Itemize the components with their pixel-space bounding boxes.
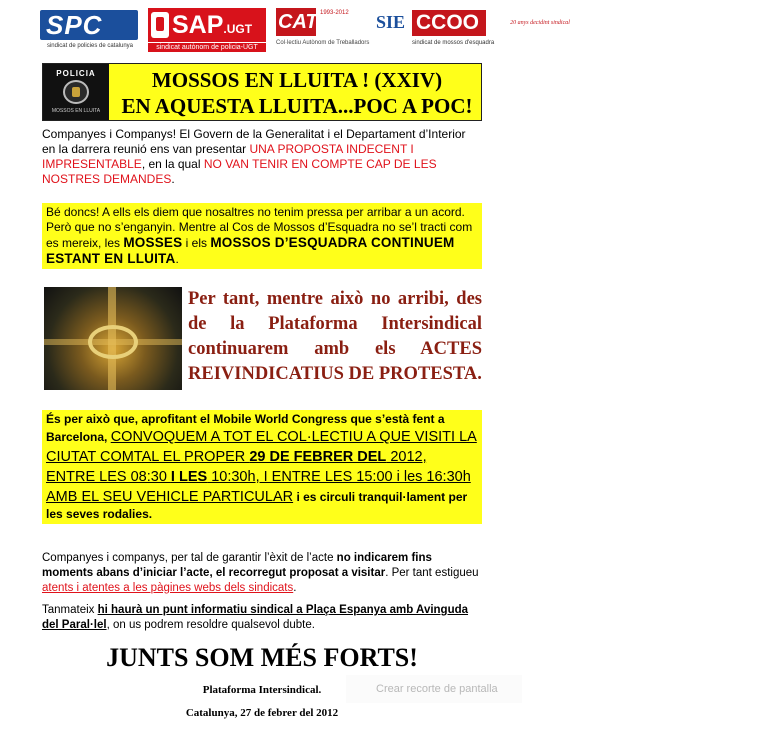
police-badge-icon [151,12,169,38]
p5-text-a: Companyes i companys, per tal de garantir l’èxit de l’acte [42,552,337,564]
convocation-paragraph [42,410,482,524]
p6-info-point: hi haurà un punt informatiu sindical a Plaça Espanya amb Avinguda del Paral·lel [42,604,469,631]
p4-text-g: i es circuli tranquil·lament per les seves rodalies. [46,490,468,521]
p4-time-b: 10:30h, I ENTRE LES 15:00 i les 16:30h AMB EL SEU VEHICLE PARTICULAR [46,469,471,505]
sap-ugt-logo [148,6,266,52]
header-banner [42,63,482,121]
p2-text-e: . [175,252,179,266]
p2-mossos: MOSSOS D’ESQUADRA CONTINUEM ESTANT EN LLUITA [46,235,455,266]
p2-mosses: MOSSES [123,235,183,250]
p1-highlight-a: UNA PROPOSTA INDECENT I IMPRESENTABLE [42,142,414,171]
p2-text-c: i els [182,236,211,250]
sap-logo-text [172,8,252,46]
p4-convoquem: CONVOQUEM A TOT EL COL·LECTIU A QUE VISITI LA CIUTAT COMTAL EL PROPER [46,429,477,465]
p5-bold: no indicarem fins moments abans d’iniciar l’acte, el recorregut proposat a visitar [42,552,432,579]
p5-websites: atents i atentes a les pàgines webs dels sindicats [42,582,294,594]
spc-logo [40,6,140,52]
p4-time-a: 2012, ENTRE LES 08:30 [46,449,427,485]
ccoo-logo-subtitle: sindicat de mossos d'esquadra [412,40,495,46]
protest-paragraph: Per tant, mentre això no arribi, des de la Plataforma Intersindical continuarem amb els ACTES REIVINDICATIUS DE PROTESTA. [188,289,482,384]
p6-text-a: Tanmateix [42,604,98,616]
sie-logo-text: SIE [376,12,406,32]
signature: Plataforma Intersindical. [202,684,322,696]
p2-text-a: Bé doncs! A ells els diem que nosaltres no tenim pressa per arribar a un acord. Però que no s’enganyin. Mentre al Cos de Mossos d’Esquadra no se’l tracti com es mereix, les [46,205,473,250]
badge-bottom-text: MOSSOS EN LLUITA [51,108,101,114]
p1-text-e: . [171,172,175,186]
p4-text-a: És per això que, aprofitant el Mobile World Congress que s’està fent a Barcelona, [46,412,445,444]
cat-logo-subtitle: Col·lectiu Autònom de Treballadors [276,40,370,46]
spc-logo-subtitle: sindicat de policies de catalunya [46,43,134,49]
struggle-paragraph [42,203,482,269]
p1-text-a: Companyes i Companys! El Govern de la Generalitat i el Departament d’Interior en la darrera reunió ens van presentar [42,127,466,156]
p4-i-les: I LES [170,469,208,485]
badge-top-text: POLICIA [56,69,96,78]
date-line: Catalunya, 27 de febrer del 2012 [185,707,339,719]
photo-roundabout [88,325,138,359]
p4-date: 29 DE FEBRER DEL [249,449,387,465]
p5-text-c: . Per tant estigueu [385,567,479,579]
p1-highlight-b: NO VAN TENIR EN COMPTE CAP DE LES NOSTRES DEMANDES [42,157,437,186]
route-paragraph [42,551,482,596]
intro-paragraph [42,127,482,187]
shield-icon [63,80,89,104]
p1-text-c: , en la qual [141,157,204,171]
sie-ccoo-logo [376,6,495,52]
info-point-paragraph [42,603,482,633]
sap-logo-main: SAP [172,11,224,39]
sap-logo-suffix: .UGT [223,22,253,36]
screenshot-tool-overlay[interactable]: Crear recorte de pantalla [346,675,522,703]
p6-text-c: , on us podrem resoldre qualsevol dubte. [106,619,315,631]
ccoo-logo-text: CCOO [416,11,479,34]
cat-logo-years: 1993-2012 [320,10,349,16]
sap-logo-subtitle: sindicat autònom de policia-UGT [148,43,266,52]
slogan: JUNTS SOM MÉS FORTS! [106,643,418,672]
cat-logo-text: CAT [278,11,318,33]
mossos-badge-image [43,64,109,120]
logos-row [38,6,570,54]
spc-logo-text: SPC [46,10,103,40]
p5-text-e: . [293,582,297,594]
banner-title: MOSSOS EN LLUITA ! (XXIV) [151,68,443,92]
cat-logo-slogan: 20 anys decidint sindical [510,20,570,26]
roundabout-traffic-photo [44,287,182,390]
banner-subtitle: EN AQUESTA LLUITA...POC A POC! [121,94,473,118]
